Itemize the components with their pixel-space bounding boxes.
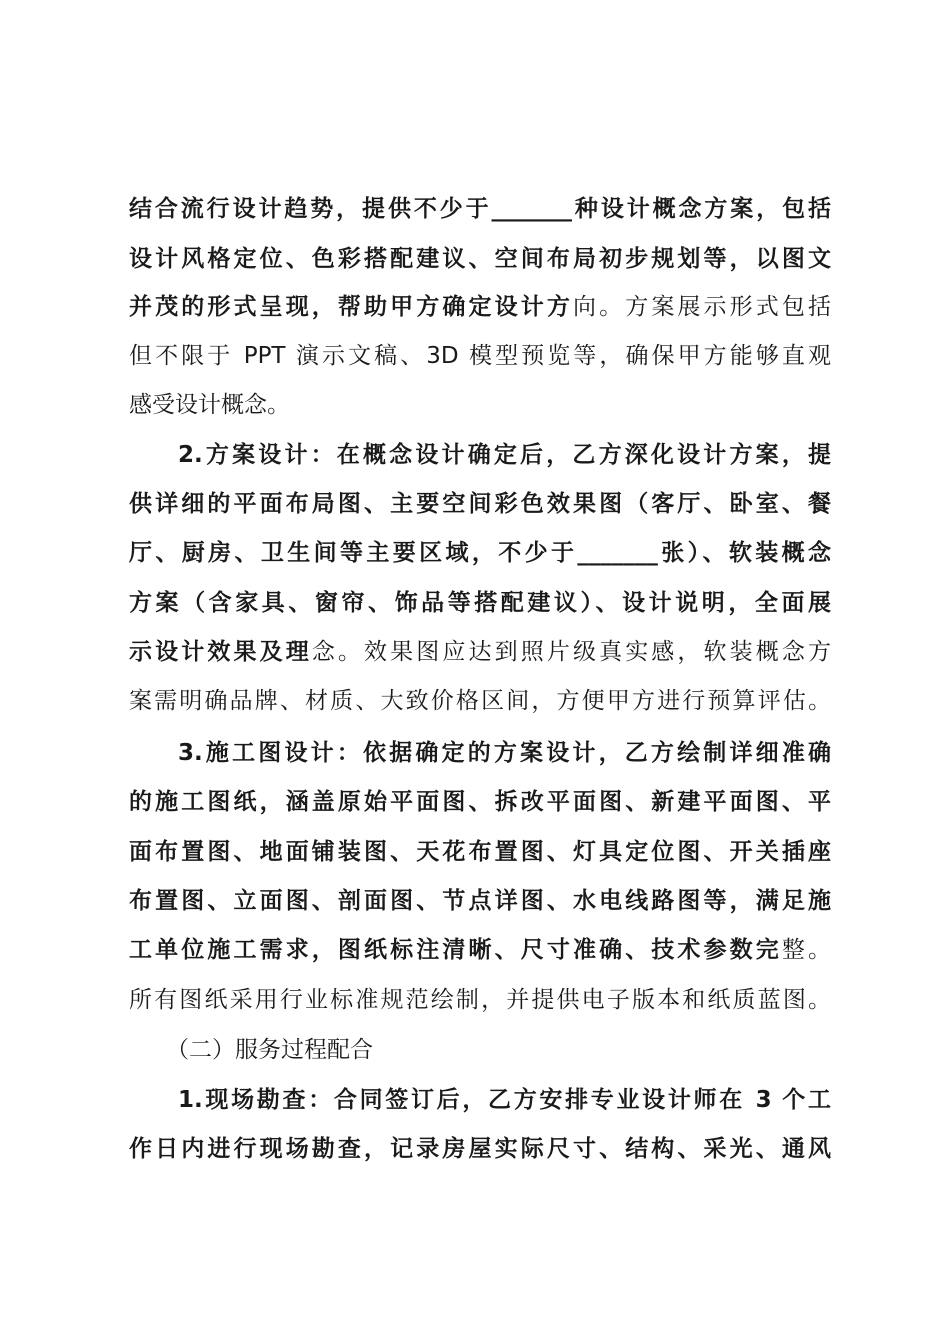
p2-line-3: 厅、厨房、卫生间等主要区域，不少于_______张）、软装概念 xyxy=(129,540,831,566)
p2-line-2: 供详细的平面布局图、主要空间彩色效果图（客厅、卧室、餐 xyxy=(129,491,831,517)
p1-line-2: 设计风格定位、色彩搭配建议、空间布局初步规划等，以图文 xyxy=(129,246,831,272)
p2-line-1: 2.方案设计：在概念设计确定后，乙方深化设计方案，提 xyxy=(178,442,831,468)
p3-line-5: 工单位施工需求，图纸标注清晰、尺寸准确、技术参数完整。 xyxy=(129,937,832,963)
p3-line-6: 所有图纸采用行业标准规范绘制，并提供电子版本和纸质蓝图。 xyxy=(129,987,831,1013)
p3-line-2: 的施工图纸，涵盖原始平面图、拆改平面图、新建平面图、平 xyxy=(129,789,831,815)
p3-line-4: 布置图、立面图、剖面图、节点详图、水电线路图等，满足施 xyxy=(129,888,831,914)
section-heading: （二）服务过程配合 xyxy=(166,1037,373,1063)
p2-line-6: 案需明确品牌、材质、大致价格区间，方便甲方进行预算评估。 xyxy=(129,688,831,714)
p1-line-4: 但不限于 PPT 演示文稿、3D 模型预览等，确保甲方能够直观 xyxy=(129,343,831,369)
p2-line-4: 方案（含家具、窗帘、饰品等搭配建议）、设计说明，全面展 xyxy=(129,590,831,616)
p3-line-3: 面布置图、地面铺装图、天花布置图、灯具定位图、开关插座 xyxy=(129,839,831,865)
p3-line-1: 3.施工图设计：依据确定的方案设计，乙方绘制详细准确 xyxy=(178,740,831,766)
p1-line-3: 并茂的形式呈现，帮助甲方确定设计方向。方案展示形式包括 xyxy=(129,294,832,320)
p1-line-1: 结合流行设计趋势，提供不少于_______种设计概念方案，包括 xyxy=(129,196,831,222)
p4-line-2: 作日内进行现场勘查，记录房屋实际尺寸、结构、采光、通风 xyxy=(129,1136,831,1162)
p2-line-5: 示设计效果及理念。效果图应达到照片级真实感，软装概念方 xyxy=(129,639,832,665)
p1-line-5: 感受设计概念。 xyxy=(129,392,290,418)
p4-line-1: 1.现场勘查：合同签订后，乙方安排专业设计师在 3 个工 xyxy=(178,1087,831,1113)
